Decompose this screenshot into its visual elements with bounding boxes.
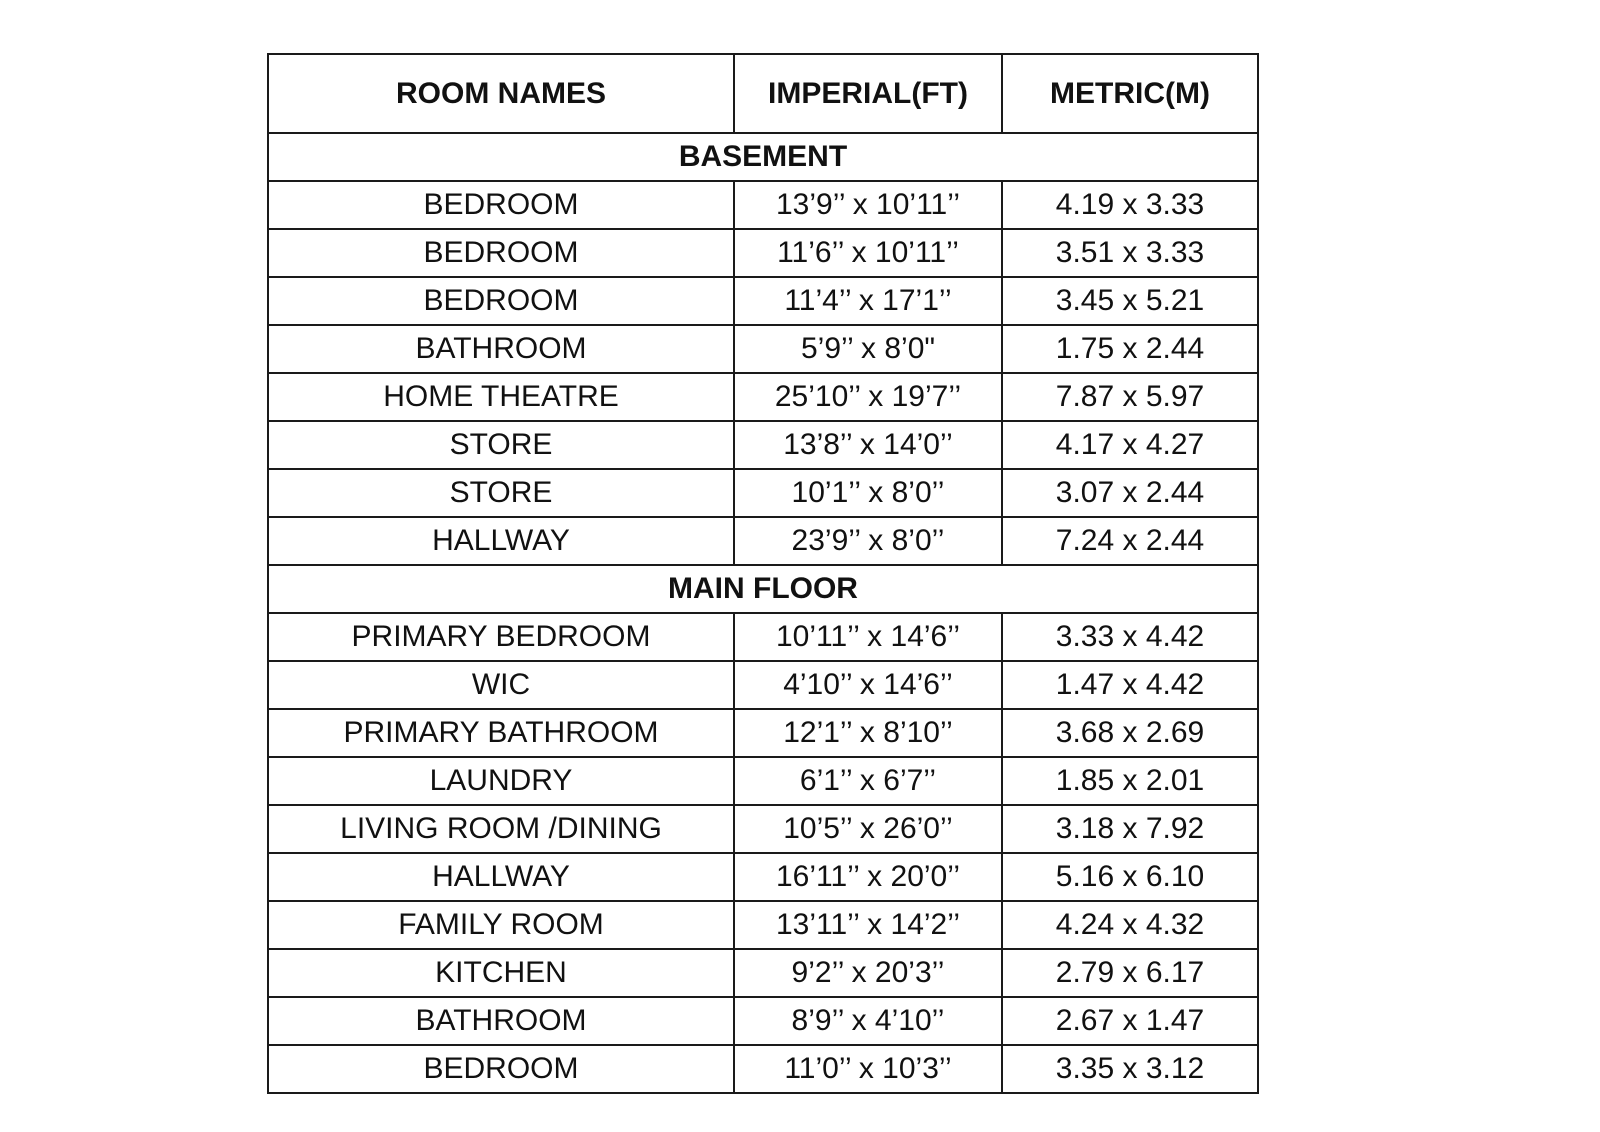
metric-cell: 3.68 x 2.69 [1002, 709, 1258, 757]
table-row [268, 277, 1258, 325]
room-name-cell: BEDROOM [268, 229, 734, 277]
room-name-cell: FAMILY ROOM [268, 901, 734, 949]
metric-cell: 2.79 x 6.17 [1002, 949, 1258, 997]
room-name-cell: HALLWAY [268, 517, 734, 565]
imperial-cell: 12’1’’ x 8’10’’ [734, 709, 1002, 757]
table-row [268, 613, 1258, 661]
room-name-cell: HOME THEATRE [268, 373, 734, 421]
imperial-cell: 6’1’’ x 6’7’’ [734, 757, 1002, 805]
room-name-cell: LAUNDRY [268, 757, 734, 805]
table-row [268, 757, 1258, 805]
metric-cell: 5.16 x 6.10 [1002, 853, 1258, 901]
imperial-cell: 8’9’’ x 4’10’’ [734, 997, 1002, 1045]
metric-cell: 4.24 x 4.32 [1002, 901, 1258, 949]
metric-cell: 4.17 x 4.27 [1002, 421, 1258, 469]
metric-cell: 4.19 x 3.33 [1002, 181, 1258, 229]
imperial-cell: 13’11’’ x 14’2’’ [734, 901, 1002, 949]
room-name-cell: BEDROOM [268, 277, 734, 325]
header-room-names: ROOM NAMES [268, 54, 734, 133]
imperial-cell: 11’6’’ x 10’11’’ [734, 229, 1002, 277]
imperial-cell: 23’9’’ x 8’0’’ [734, 517, 1002, 565]
imperial-cell: 5’9’’ x 8’0" [734, 325, 1002, 373]
imperial-cell: 9’2’’ x 20’3’’ [734, 949, 1002, 997]
header-imperial: IMPERIAL(FT) [734, 54, 1002, 133]
imperial-cell: 25’10’’ x 19’7’’ [734, 373, 1002, 421]
imperial-cell: 13’8’’ x 14’0’’ [734, 421, 1002, 469]
section-title: BASEMENT [268, 133, 1258, 181]
section-title: MAIN FLOOR [268, 565, 1258, 613]
table-row [268, 949, 1258, 997]
room-name-cell: WIC [268, 661, 734, 709]
metric-cell: 3.35 x 3.12 [1002, 1045, 1258, 1093]
metric-cell: 1.85 x 2.01 [1002, 757, 1258, 805]
room-name-cell: HALLWAY [268, 853, 734, 901]
imperial-cell: 16’11’’ x 20’0’’ [734, 853, 1002, 901]
metric-cell: 2.67 x 1.47 [1002, 997, 1258, 1045]
imperial-cell: 10’1’’ x 8’0’’ [734, 469, 1002, 517]
room-name-cell: PRIMARY BEDROOM [268, 613, 734, 661]
metric-cell: 7.24 x 2.44 [1002, 517, 1258, 565]
metric-cell: 1.47 x 4.42 [1002, 661, 1258, 709]
table-row [268, 997, 1258, 1045]
table-row [268, 853, 1258, 901]
table-row [268, 469, 1258, 517]
metric-cell: 7.87 x 5.97 [1002, 373, 1258, 421]
room-name-cell: BEDROOM [268, 181, 734, 229]
table-row [268, 325, 1258, 373]
table-row [268, 373, 1258, 421]
table-body [268, 133, 1258, 1093]
section-row [268, 133, 1258, 181]
metric-cell: 3.33 x 4.42 [1002, 613, 1258, 661]
imperial-cell: 10’5’’ x 26’0’’ [734, 805, 1002, 853]
room-name-cell: BATHROOM [268, 997, 734, 1045]
room-dimensions-table-container [267, 53, 1257, 1094]
metric-cell: 3.45 x 5.21 [1002, 277, 1258, 325]
room-name-cell: BEDROOM [268, 1045, 734, 1093]
metric-cell: 3.18 x 7.92 [1002, 805, 1258, 853]
room-dimensions-table [267, 53, 1259, 1094]
room-name-cell: KITCHEN [268, 949, 734, 997]
metric-cell: 3.07 x 2.44 [1002, 469, 1258, 517]
header-row [268, 54, 1258, 133]
imperial-cell: 13’9’’ x 10’11’’ [734, 181, 1002, 229]
table-row [268, 1045, 1258, 1093]
table-row [268, 181, 1258, 229]
table-row [268, 421, 1258, 469]
table-row [268, 517, 1258, 565]
table-row [268, 901, 1258, 949]
header-metric: METRIC(M) [1002, 54, 1258, 133]
room-name-cell: LIVING ROOM /DINING [268, 805, 734, 853]
table-row [268, 805, 1258, 853]
room-name-cell: STORE [268, 469, 734, 517]
table-row [268, 709, 1258, 757]
table-row [268, 661, 1258, 709]
room-name-cell: BATHROOM [268, 325, 734, 373]
section-row [268, 565, 1258, 613]
room-name-cell: STORE [268, 421, 734, 469]
imperial-cell: 4’10’’ x 14’6’’ [734, 661, 1002, 709]
metric-cell: 3.51 x 3.33 [1002, 229, 1258, 277]
room-name-cell: PRIMARY BATHROOM [268, 709, 734, 757]
imperial-cell: 11’4’’ x 17’1’’ [734, 277, 1002, 325]
imperial-cell: 11’0’’ x 10’3’’ [734, 1045, 1002, 1093]
imperial-cell: 10’11’’ x 14’6’’ [734, 613, 1002, 661]
metric-cell: 1.75 x 2.44 [1002, 325, 1258, 373]
table-row [268, 229, 1258, 277]
